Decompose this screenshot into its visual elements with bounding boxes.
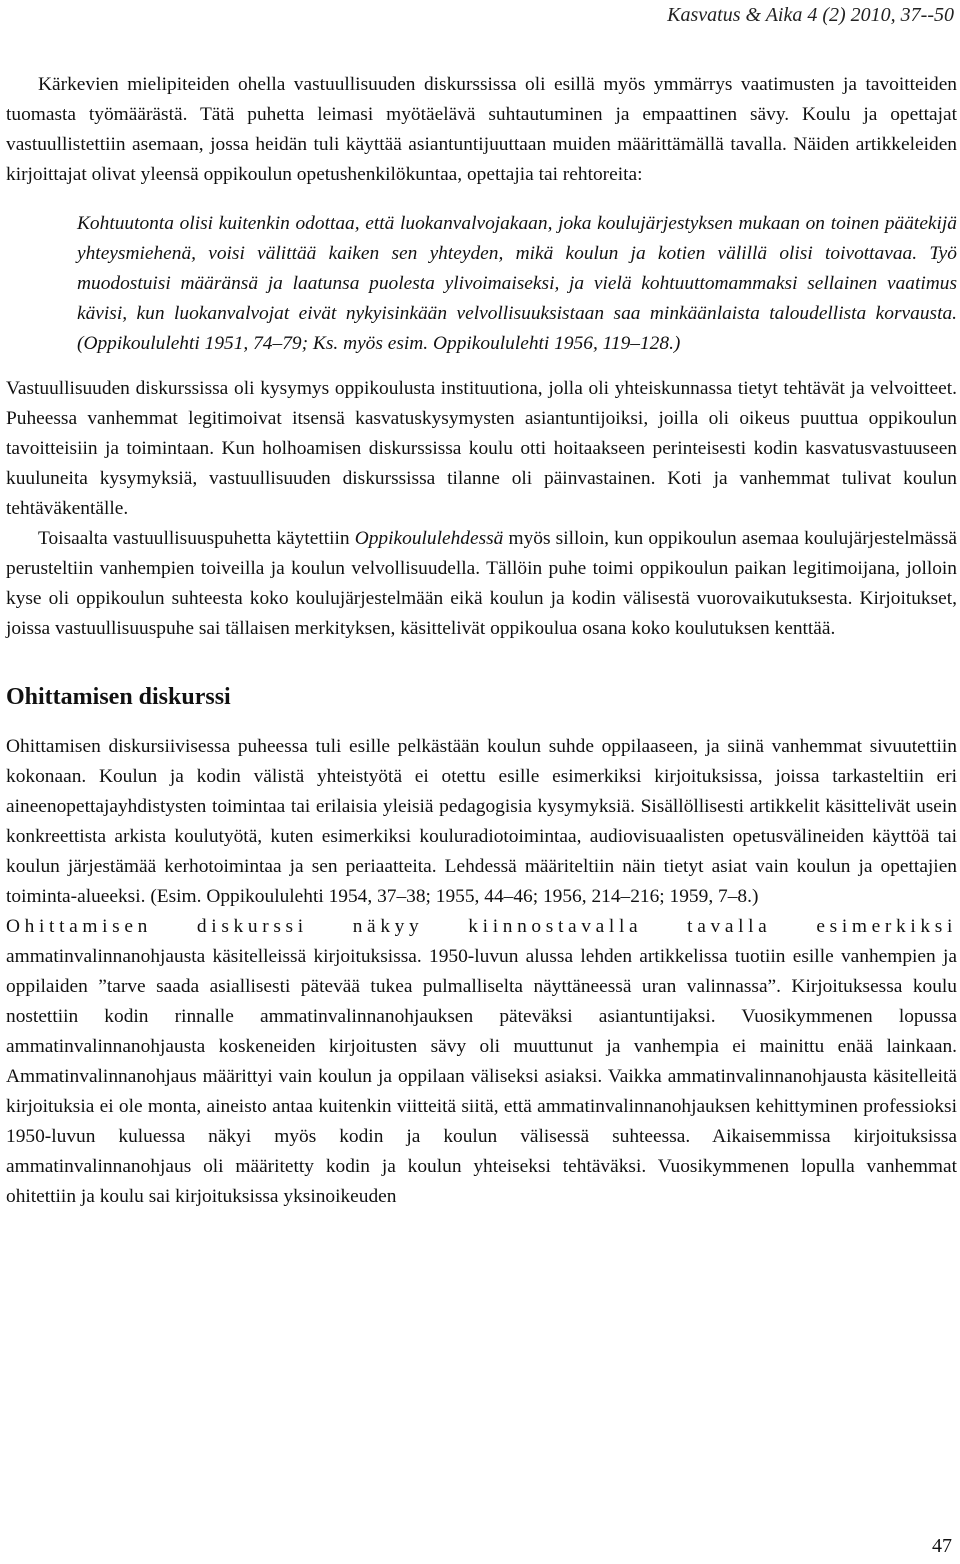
running-header: Kasvatus & Aika 4 (2) 2010, 37--50: [667, 4, 954, 26]
section-heading: Ohittamisen diskurssi: [6, 684, 231, 710]
paragraph-bypassing-intro: Ohittamisen diskursiivisessa puheessa tuli esille pelkästään koulun suhde oppilaaseen, ja siinä vanhemmat sivuutettiin kokonaan. Koulun ja kodin välistä yhteistyötä ei otettu esille esimerkiksi kirjoituksissa, joissa tarkasteltiin eri aineenopettajayhdistysten toimintaa tai erilaisia yleisiä pedagogisia kysymyksiä. Sisällöllisesti artikkelit käsittelivät usein konkreettista arkista koulutyötä, kuten esimerkiksi kouluradiotoimintaa, audiovisuaalisten opetusvälineiden käyttöä tai koulun järjestämää kerhotoimintaa ja sen periaatteita. Lehdessä määriteltiin näin tietyt asiat vain koulun ja opettajien toiminta-alueeksi. (Esim. Oppikoululehti 1954, 37–38; 1955, 44–46; 1956, 214–216; 1959, 7–8.): [6, 736, 957, 907]
paragraph-responsibility-intro: Kärkevien mielipiteiden ohella vastuullisuuden diskurssissa oli esillä myös ymmärrys vaatimusten ja tavoitteiden tuomasta työmäärästä. Tätä puhetta leimasi myötäelävä suhtautuminen ja empaattinen sävy. Koulu ja opettajat vastuullistettiin asemaan, jossa heidän tuli käyttää asiantuntijuuttaan muiden määrittämällä tavalla. Näiden artikkeleiden kirjoittajat olivat yleensä oppikoulun opetushenkilökuntaa, opettajia tai rehtoreita:: [6, 74, 957, 185]
p3-text-after: myös silloin, kun oppikoulun asemaa koulujärjestelmässä perusteltiin vanhempien toiveilla ja koulun velvollisuudella. Tällöin puhe toimi oppikoulun paikan legitimoijana, jolloin kyse oli oppikoulun suhteesta koko koulujärjestelmään eikä koulun ja kodin välisestä vuorovaikutuksesta. Kirjoitukset, joissa vastuullisuuspuhe sai tällaisen merkityksen, käsittelivät oppikoulua osana koko koulutuksen kenttää.: [6, 528, 957, 639]
paragraph-responsibility-institution: Vastuullisuuden diskurssissa oli kysymys oppikoulusta instituutiona, jolla oli yhteiskunnassa tietyt tehtävät ja velvoitteet. Puheessa vanhemmat legitimoivat itsensä kasvatuskysymysten asiantuntijoiksi, joilla oli oikeus puuttua oppikoulun tavoitteisiin ja toimintaan. Kun holhoamisen diskurssissa koulu otti hoitaakseen perinteisesti kodin kasvatusvastuuseen kuuluneita kysymyksiä, vastuullisuuden diskurssissa tilanne oli päinvastainen. Koti ja vanhemmat tulivat koulun tehtäväkentälle.: [6, 378, 957, 519]
block-quote: Kohtuutonta olisi kuitenkin odottaa, että luokanvalvojakaan, joka koulujärjestyksen mukaan on toinen päätekijä yhteysmiehenä, voisi välittää kaiken sen yhteyden, mikä koulun ja kotien välillä olisi toivottavaa. Työ muodostuisi määränsä ja laatunsa puolesta ylivoimaiseksi, ja vielä kohtuuttomammaksi sellainen vaatimus kävisi, kun luokanvalvojat eivät nykyisinkään velvollisuuksistaan saa minkäänlaista taloudellista korvausta. (Oppikoululehti 1951, 74–79; Ks. myös esim. Oppikoululehti 1956, 119–128.): [77, 213, 957, 354]
article-body: [6, 70, 957, 1212]
paragraph-career-guidance: [6, 912, 957, 1212]
spaced-emphasis: Ohittamisen diskurssi näkyy kiinnostavalla tavalla esimerkiksi: [6, 916, 957, 937]
p3-text-before: Toisaalta vastuullisuuspuhetta käytettiin: [38, 528, 355, 549]
journal-title: Oppikoululehdessä: [354, 528, 504, 549]
page-number: 47: [932, 1535, 952, 1557]
paragraph-responsibility-system: [6, 524, 957, 644]
p5-text-rest: ammatinvalinnanohjausta käsitelleissä kirjoituksissa. 1950-luvun alussa lehden artikkelissa tuotiin esille vanhempien ja oppilaiden ”tarve saada asiallisesti pätevää tukea pulmalliselta näyttäneessä uran valinnassa”. Kirjoituksessa koulu nostettiin kodin rinnalle ammatinvalinnanohjauksen päteväksi asiantuntijaksi. Vuosikymmenen lopussa ammatinvalinnanohjausta koskeneiden kirjoitusten sävy oli muuttunut ja vanhempia ei mainittu enää lainkaan. Ammatinvalinnanohjaus määrittyi vain koulun ja oppilaan väliseksi asiaksi. Vaikka ammatinvalinnanohjausta käsitelleitä kirjoituksia ei ole monta, aineisto antaa kuitenkin viitteitä siitä, että ammatinvalinnanohjauksen kehittyminen professioksi 1950-luvun kuluessa näkyi myös kodin ja koulun välisessä suhteessa. Aikaisemmissa kirjoituksissa ammatinvalinnanohjaus oli määritetty kodin ja koulun yhteiseksi tehtäväksi. Vuosikymmenen lopulla vanhemmat ohitettiin ja koulu sai kirjoituksissa yksinoikeuden: [6, 946, 957, 1207]
